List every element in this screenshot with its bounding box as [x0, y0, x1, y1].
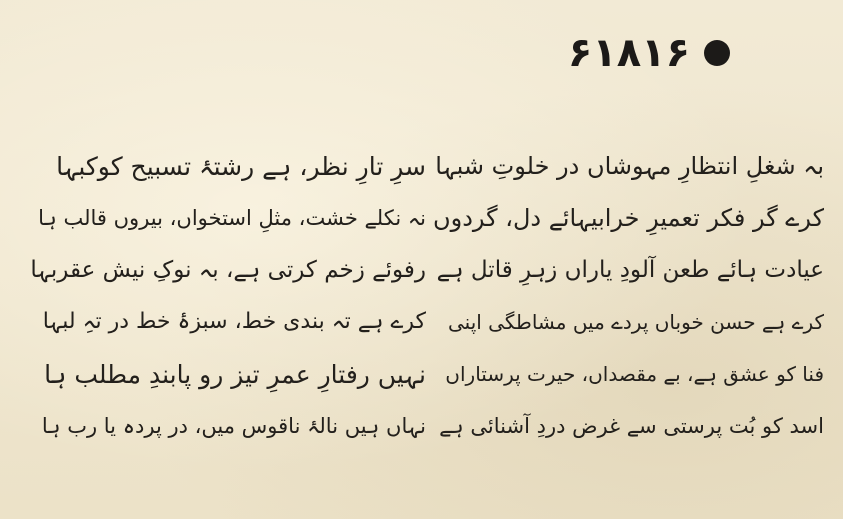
verse-line: سرِ تارِ نظر، ہے رشتۂ تسبیح کوکبہا [56, 151, 426, 181]
verse-line: رفوئے زخم کرتی ہے، بہ نوکِ نیش عقربہا [30, 256, 426, 283]
poem-number: ۶۱۸۱۶ [567, 30, 690, 76]
verse-line: نہیں رفتارِ عمرِ تیز رو پابندِ مطلب ہا [44, 359, 426, 389]
verse-column-left [28, 140, 426, 452]
verse-line: عیادت ہائے طعن آلودِ یاراں زہرِ قاتل ہے [436, 256, 824, 283]
verse-line: نہ نکلے خشت، مثلِ استخواں، بیروں قالب ہا [38, 205, 426, 230]
verse-line: فنا کو عشق ہے، بے مقصداں، حیرت پرستاراں [445, 362, 824, 386]
verse-line: بہ شغلِ انتظارِ مہوشاں در خلوتِ شبہا [435, 152, 824, 180]
verse-line: نہاں ہیں نالۂ ناقوس میں، در پردہ یا رب ہا [41, 413, 426, 438]
verse-line: کرے ہے تہ بندی خط، سبزۂ خط در تہِ لبہا [42, 309, 426, 334]
verse-line: کرے گر فکر تعمیرِ خرابیہائے دل، گردوں [433, 204, 824, 232]
bullet-dot-icon [704, 40, 730, 66]
verse-column-right [432, 140, 824, 452]
poem-header [540, 28, 730, 78]
verse-line: اسد کو بُت پرستی سے غرض دردِ آشنائی ہے [439, 413, 824, 438]
verse-line: کرے ہے حسن خوباں پردے میں مشاطگی اپنی [448, 310, 824, 334]
